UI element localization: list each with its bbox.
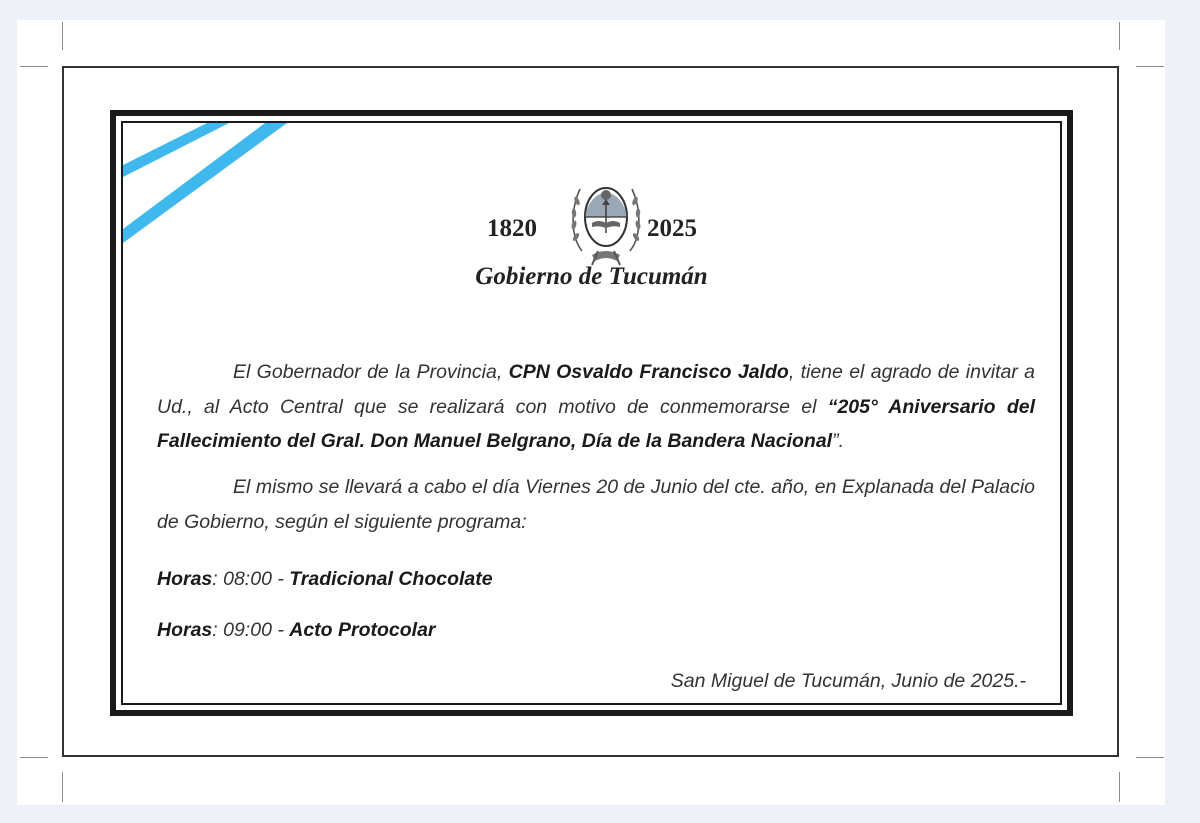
crop-mark-tr-vertical [1119, 22, 1120, 50]
details-paragraph [157, 470, 1035, 539]
governor-name: CPN Osvaldo Francisco Jaldo [508, 361, 789, 383]
year-end: 2025 [647, 215, 697, 242]
invitation-text-end: ”. [832, 430, 845, 452]
crop-mark-br-vertical [1119, 772, 1120, 802]
invitation-paragraph [157, 355, 1035, 459]
schedule-item [157, 566, 493, 592]
invitation-inner-border [121, 121, 1062, 705]
invitation-text-middle: , tiene el agrado de invitar a Ud., al Acto Central que se realizará con motivo de conmemorarse el [157, 361, 1036, 418]
details-text: El mismo se llevará a cabo el día Viernes 20 de Junio del cte. año, en Explanada del Palacio de Gobierno, según el siguiente programa: [157, 476, 1035, 533]
schedule-time: : 09:00 - [212, 619, 290, 641]
argentine-flag-stripes-icon [123, 123, 293, 253]
crop-mark-tl-horizontal [20, 66, 48, 67]
schedule-time: : 08:00 - [212, 568, 290, 590]
schedule-event: Tradicional Chocolate [289, 568, 493, 590]
invitation-text-intro: El Gobernador de la Provincia, [233, 361, 509, 383]
year-start: 1820 [487, 215, 537, 242]
crop-mark-bl-horizontal [20, 757, 48, 758]
crop-mark-tl-vertical [62, 22, 63, 50]
schedule-label: Horas [157, 568, 213, 590]
crop-mark-bl-vertical [62, 772, 63, 802]
crop-mark-br-horizontal [1136, 757, 1164, 758]
place-and-date: San Miguel de Tucumán, Junio de 2025.- [670, 670, 1026, 692]
government-title: Gobierno de Tucumán [475, 263, 708, 290]
schedule-label: Horas [157, 619, 213, 641]
crop-mark-tr-horizontal [1136, 66, 1164, 67]
schedule-event: Acto Protocolar [289, 619, 436, 641]
tucuman-coat-of-arms-icon [568, 175, 644, 267]
invitation-card [110, 110, 1073, 716]
schedule-item [157, 617, 436, 643]
event-title: “205° Aniversario del Fallecimiento del Gral. Don Manuel Belgrano, Día de la Bandera Nacional [157, 395, 1035, 452]
